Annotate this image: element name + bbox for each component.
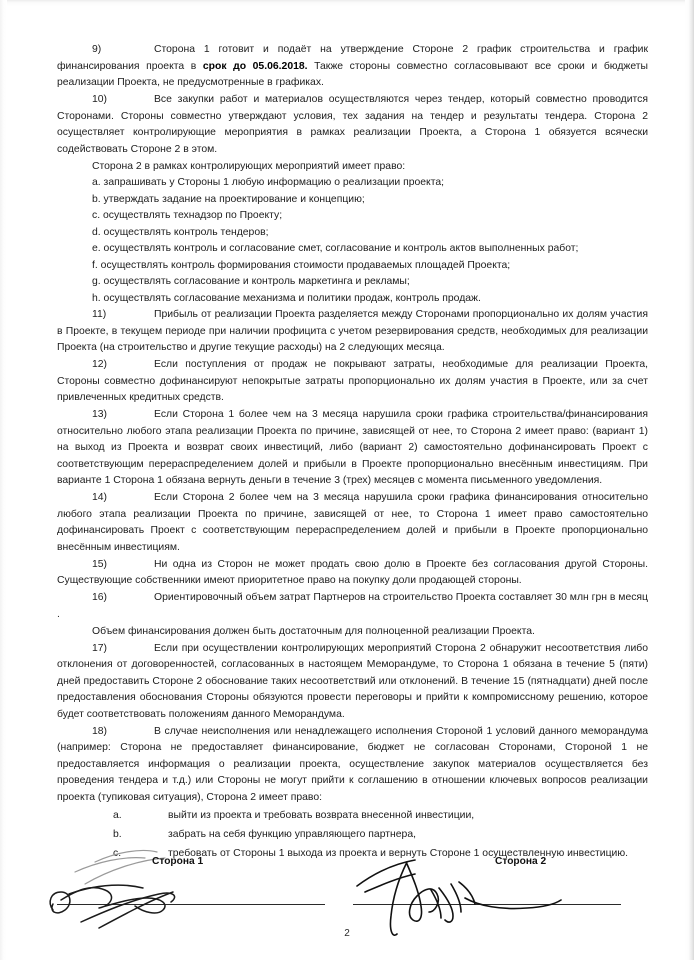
clause-18-text: В случае неисполнения или ненадлежащего исполнения Стороной 1 условий данного меморандума (например: Сторона не предоставляет финансирование, бюджет не согласован Сторонами, Стороной 1 не предоставляется информация о реализации проекта, осуществление закупок материалов осуществляется без проведения тендера и т.д.) или Стороны не могут прийти к соглашению в отношении ключевых вопросов реализации проекта (тупиковая ситуация), Сторона 2 имеет право: xyxy=(57,725,648,803)
remedy-item-c-letter: c. xyxy=(113,848,122,859)
page-number: 2 xyxy=(344,928,350,939)
clause-9 xyxy=(57,42,648,92)
rights-item-c-text: c. осуществлять технадзор по Проекту; xyxy=(92,210,283,221)
scan-edge-top xyxy=(0,0,694,6)
rights-intro xyxy=(57,159,648,176)
clause-17-text: Если при осуществлении контролирующих мероприятий Сторона 2 обнаружит несоответствия либо отклонения от договоренностей, согласованных в настоящем Меморандуме, то Сторона 1 обязана в течение 5 (пяти) дней предоставить Стороне 2 обоснование таких несоответствий или отклонений. В течение 15 (пятнадцати) дней после предоставления обоснования Стороны обязуются провести переговоры и прийти к компромиссному решению, которое будет соответствовать положениям данного Меморандума. xyxy=(57,642,648,720)
clause-13-text: Если Сторона 1 более чем на 3 месяца нарушила сроки графика строительства/финансирования относительно любого этапа реализации Проекта по причине, зависящей от нее, то Сторона 2 имеет право: (вариант 1) на выход из Проекта и возврат своих инвестиций, либо (вариант 2) самостоятельно дофинансировать Проект с соответствующим перераспределением долей и прибыли в Проекте пропорционально внесённым инвестициям. При варианте 1 Сторона 1 обязана вернуть деньги в течение 3 (трех) месяцев с момента письменного уведомления. xyxy=(57,409,648,486)
clause-14 xyxy=(57,490,648,556)
signature-line-party-1 xyxy=(57,904,325,905)
clause-15 xyxy=(57,557,648,590)
rights-intro-text: Сторона 2 в рамках контролирующих мероприятий имеет право: xyxy=(92,160,406,172)
rights-item-d-text: d. осуществлять контроль тендеров; xyxy=(92,226,269,238)
rights-item-f-text: f. осуществлять контроль формирования стоимости продаваемых площадей Проекта; xyxy=(92,259,511,271)
clause-10-number: 10) xyxy=(92,94,108,105)
rights-item-e xyxy=(57,241,648,258)
clause-13 xyxy=(57,407,648,490)
rights-item-g-text: g. осуществлять согласование и контроль маркетинга и рекламы; xyxy=(92,276,410,287)
clause-17 xyxy=(57,641,648,724)
financing-note xyxy=(57,624,648,641)
clause-9-number: 9) xyxy=(92,44,102,55)
remedy-item-b-letter: b. xyxy=(113,829,122,840)
clause-16-number: 16) xyxy=(92,592,108,603)
rights-item-g xyxy=(57,274,648,291)
rights-item-f xyxy=(57,258,648,275)
signature-line-party-2 xyxy=(353,904,621,905)
clause-14-number: 14) xyxy=(92,492,108,503)
remedy-item-a-letter: a. xyxy=(113,810,122,821)
remedy-item-c-text: требовать от Стороны 1 выхода из проекта и вернуть Стороне 1 осуществленную инвестицию. xyxy=(168,848,629,859)
clause-10-text: Все закупки работ и материалов осуществляются через тендер, который совместно проводится Сторонами. Стороны совместно утверждают условия, тех задания на тендер и результаты тендера. Сторона 2 осуществляет контролирующие мероприятия в рамках реализации Проекта, а Сторона 1 обязуется всячески содействовать Стороне 2 в этом. xyxy=(57,94,648,155)
clause-10 xyxy=(57,92,648,158)
clause-18 xyxy=(57,724,648,807)
rights-item-b xyxy=(57,192,648,209)
rights-item-d xyxy=(57,225,648,242)
clause-9-text-part1: Сторона 1 готовит и подаёт на утверждение Стороне 2 график строительства и график финансирования проекта в xyxy=(57,44,648,72)
clause-15-text: Ни одна из Сторон не может продать свою долю в Проекте без согласования другой Стороны. Существующие собственники имеют приоритетное право на покупку доли продающей стороны. xyxy=(57,558,648,586)
clause-9-text-part2: Также стороны совместно согласовывают все сроки и бюджеты реализации Проекта, не предусмотренные в графиках. xyxy=(57,60,649,88)
signature-slot-party-1 xyxy=(57,856,325,936)
signature-block xyxy=(57,856,648,936)
signature-slot-party-2 xyxy=(353,856,621,936)
clause-12-number: 12) xyxy=(92,359,108,370)
financing-note-text: Объем финансирования должен быть достаточным для полноценной реализации Проекта. xyxy=(92,625,535,637)
clause-13-number: 13) xyxy=(92,409,108,420)
signature-label-party-1: Сторона 1 xyxy=(152,856,204,867)
rights-item-e-text: e. осуществлять контроль и согласование смет, согласование и контроль актов выполненных работ; xyxy=(92,243,579,254)
remedy-item-a-text: выйти из проекта и требовать возврата внесенной инвестиции, xyxy=(168,810,475,821)
remedy-item-b-text: забрать на себя функцию управляющего партнера, xyxy=(168,829,416,840)
clause-12 xyxy=(57,357,648,407)
rights-item-a-text: a. запрашивать у Стороны 1 любую информацию о реализации проекта; xyxy=(92,177,445,188)
remedy-item-a xyxy=(57,806,648,825)
rights-item-h xyxy=(57,291,648,308)
signature-label-party-2: Сторона 2 xyxy=(495,856,547,867)
scan-edge-left xyxy=(0,0,7,960)
clause-12-text: Если поступления от продаж не покрывают затраты, необходимые для реализации Проекта, Стороны совместно дофинансируют непокрытые затраты пропорционально их долям участия в Проекте, или за счет привлеченных кредитных средств. xyxy=(57,359,648,403)
rights-item-b-text: b. утверждать задание на проектирование и концепцию; xyxy=(92,193,365,205)
clause-9-deadline: срок до 05.06.2018. xyxy=(202,60,308,72)
clause-17-number: 17) xyxy=(92,642,108,654)
clause-18-number: 18) xyxy=(92,725,108,737)
remedy-item-b xyxy=(57,825,648,844)
clause-11 xyxy=(57,307,648,357)
clause-16 xyxy=(57,590,648,623)
scan-edge-right xyxy=(685,0,694,960)
clause-14-text: Если Сторона 2 более чем на 3 месяца нарушила сроки графика финансирования относительно любого этапа реализации Проекта по причине, зависящей от нее, то Сторона 1 имеет право самостоятельно дофинансировать Проект с соответствующим перераспределением долей и прибыли в Проекте пропорционально внесённым инвестициям. xyxy=(57,492,648,553)
clause-11-number: 11) xyxy=(92,309,107,320)
rights-item-c xyxy=(57,208,648,225)
document-body xyxy=(57,42,648,863)
clause-15-number: 15) xyxy=(92,558,108,570)
rights-item-a xyxy=(57,175,648,192)
clause-16-text: Ориентировочный объем затрат Партнеров на строительство Проекта составляет 30 млн грн в месяц . xyxy=(57,592,648,620)
clause-11-text: Прибыль от реализации Проекта разделяется между Сторонами пропорционально их долям участия в Проекте, в текущем периоде при наличии профицита с учетом резервирования средств, необходимых для реализации Проекта (на строительство и другие текущие расходы) на 2 следующих месяца. xyxy=(57,309,648,353)
rights-item-h-text: h. осуществлять согласование механизма и политики продаж, контроль продаж. xyxy=(92,292,481,304)
